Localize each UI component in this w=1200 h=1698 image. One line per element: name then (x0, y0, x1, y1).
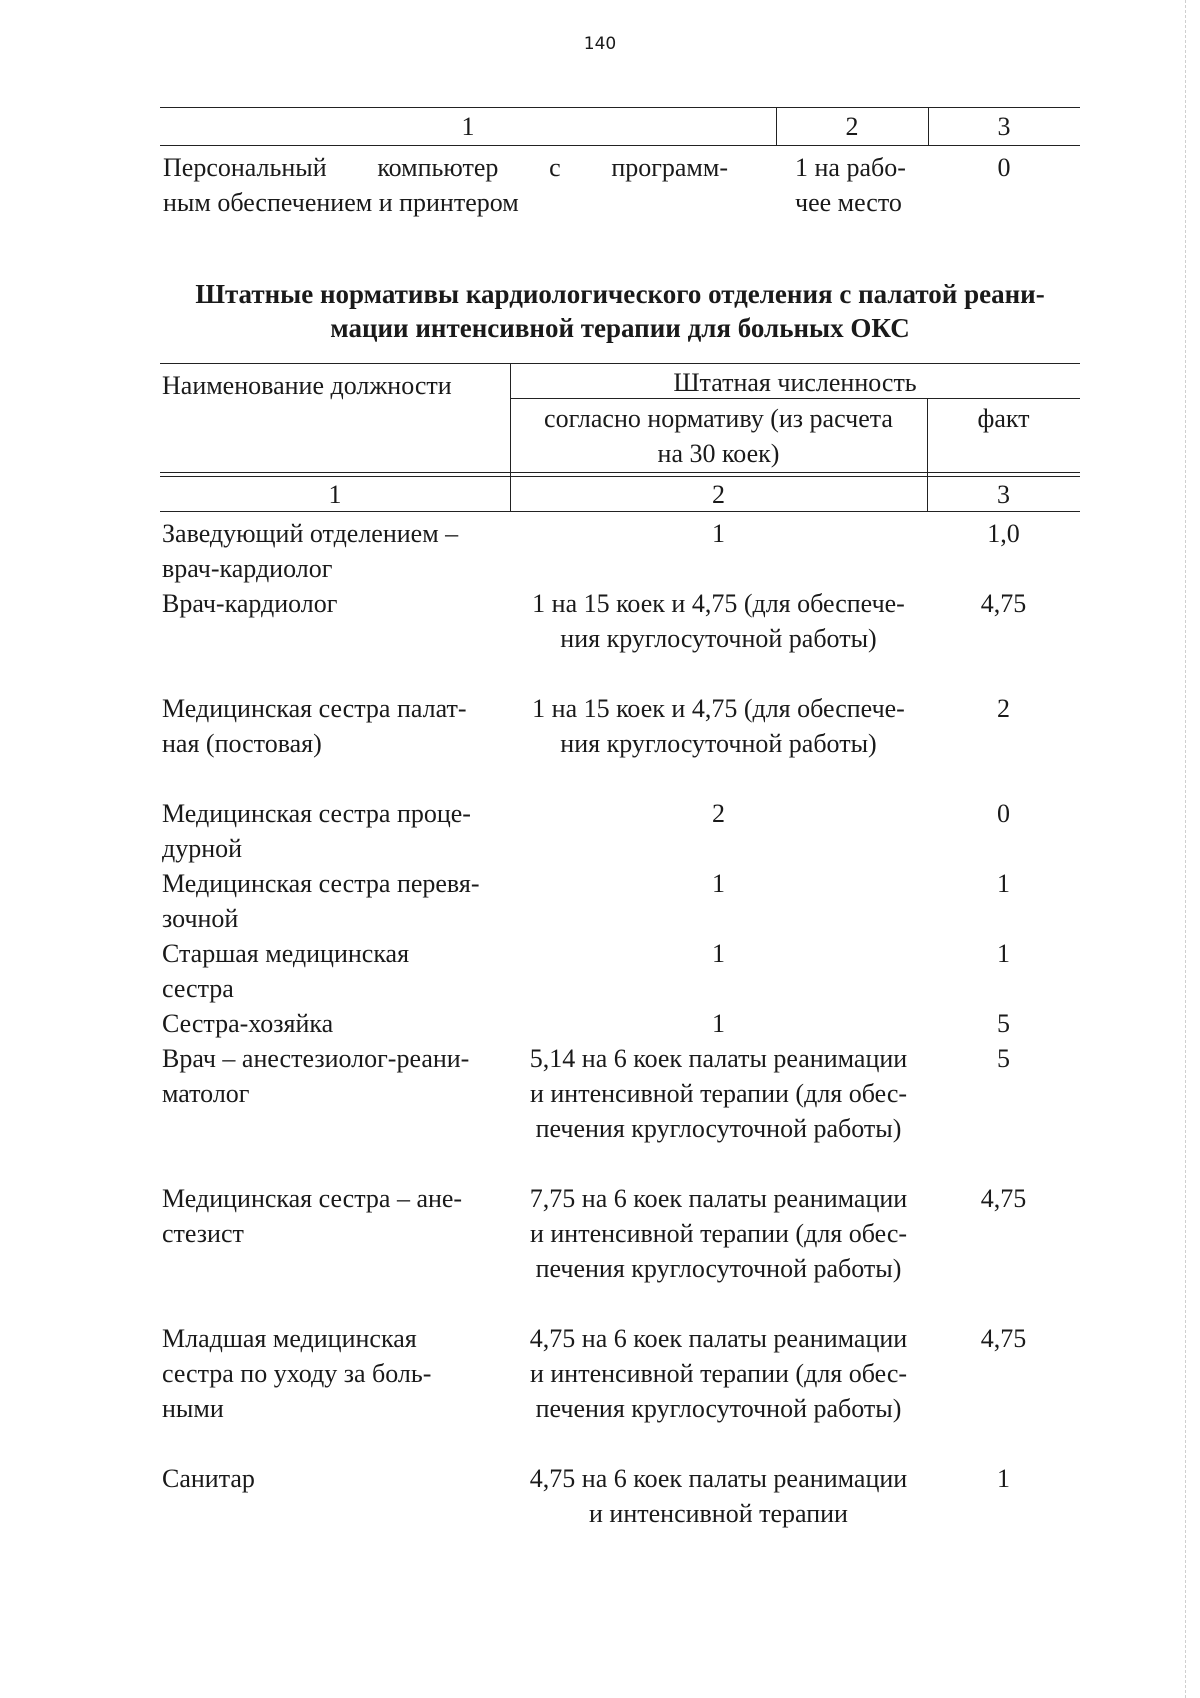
col-number-3: 3 (997, 480, 1010, 509)
position-name: ными (162, 1394, 224, 1423)
norm-value: печения круглосуточной работы) (535, 1394, 902, 1423)
fact-value: 1 (997, 869, 1010, 898)
pc-name-word: компьютер (377, 153, 499, 182)
section-heading-line2: мации интенсивной терапии для больных ОКС (330, 313, 910, 343)
top-header-col2: 2 (845, 112, 859, 141)
pc-name-word: с (549, 153, 561, 182)
top-table-rule-header (160, 145, 1080, 146)
pc-name-word: программ- (611, 153, 728, 182)
pc-name-line2: ным обеспечением и принтером (163, 188, 519, 217)
fact-value: 1,0 (987, 519, 1020, 548)
position-name: Врач – анестезиолог-реани- (162, 1044, 470, 1073)
norm-value: и интенсивной терапии (для обес- (529, 1359, 908, 1388)
norm-value: 1 (712, 869, 725, 898)
staff-rule-top (160, 363, 1080, 364)
fact-value: 1 (997, 939, 1010, 968)
position-name: Врач-кардиолог (162, 589, 338, 618)
col-header-fact: факт (977, 404, 1030, 433)
staff-rule-double-a (160, 472, 1080, 473)
norm-value: 1 (712, 519, 725, 548)
col-header-group: Штатная численность (673, 368, 917, 397)
pc-name-line1 (163, 150, 728, 185)
norm-value: и интенсивной терапии (для обес- (529, 1079, 908, 1108)
position-name: Младшая медицинская (162, 1324, 417, 1353)
fact-value: 4,75 (980, 1184, 1027, 1213)
top-header-col3: 3 (997, 112, 1011, 141)
fact-value: 5 (997, 1009, 1010, 1038)
position-name: сестра по уходу за боль- (162, 1359, 432, 1388)
norm-value: 2 (712, 799, 725, 828)
position-name: дурной (162, 834, 243, 863)
fact-value: 4,75 (980, 589, 1027, 618)
col-header-norm-line2: на 30 коек) (657, 439, 780, 468)
fact-value: 5 (997, 1044, 1010, 1073)
norm-value: 1 (712, 1009, 725, 1038)
top-header-col1: 1 (461, 112, 475, 141)
norm-value: печения круглосуточной работы) (535, 1114, 902, 1143)
position-name: зочной (162, 904, 239, 933)
position-name: ная (постовая) (162, 729, 322, 758)
fact-value: 1 (997, 1464, 1010, 1493)
norm-value: 1 на 15 коек и 4,75 (для обеспече- (532, 694, 905, 723)
position-name: врач-кардиолог (162, 554, 333, 583)
position-name: Медицинская сестра проце- (162, 799, 471, 828)
fact-value: 4,75 (980, 1324, 1027, 1353)
norm-value: и интенсивной терапии (для обес- (529, 1219, 908, 1248)
norm-value: печения круглосуточной работы) (535, 1254, 902, 1283)
position-name: Медицинская сестра палат- (162, 694, 467, 723)
position-name: Заведующий отделением – (162, 519, 459, 548)
position-name: Медицинская сестра – ане- (162, 1184, 463, 1213)
fact-value: 2 (997, 694, 1010, 723)
top-table-rule-top (160, 107, 1080, 108)
norm-value: 4,75 на 6 коек палаты реанимации (529, 1324, 908, 1353)
position-name: Медицинская сестра перевя- (162, 869, 480, 898)
norm-value: 1 на 15 коек и 4,75 (для обеспече- (532, 589, 905, 618)
section-heading-line1: Штатные нормативы кардиологического отделения с палатой реани- (195, 279, 1045, 309)
norm-value: ния круглосуточной работы) (560, 729, 877, 758)
pc-name-word: Персональный (163, 153, 327, 182)
pc-norm-line1: 1 на рабо- (795, 153, 906, 182)
norm-value: 4,75 на 6 коек палаты реанимации (529, 1464, 908, 1493)
norm-value: ния круглосуточной работы) (560, 624, 877, 653)
position-name: Сестра-хозяйка (162, 1009, 334, 1038)
position-name: Старшая медицинская (162, 939, 410, 968)
col-number-1: 1 (328, 480, 342, 509)
norm-value: 5,14 на 6 коек палаты реанимации (529, 1044, 908, 1073)
col-header-norm-line1: согласно нормативу (из расчета (544, 404, 893, 433)
position-name: Санитар (162, 1464, 255, 1493)
position-name: стезист (162, 1219, 244, 1248)
fact-value: 0 (997, 799, 1010, 828)
position-name: матолог (162, 1079, 250, 1108)
col-number-2: 2 (712, 480, 725, 509)
page-number: 140 (583, 34, 617, 54)
col-header-position: Наименование должности (162, 371, 452, 400)
scan-edge (1185, 0, 1186, 1698)
position-name: сестра (162, 974, 234, 1003)
norm-value: 7,75 на 6 коек палаты реанимации (529, 1184, 908, 1213)
pc-norm-line2: чее место (795, 188, 902, 217)
pc-fact: 0 (997, 153, 1011, 182)
norm-value: 1 (712, 939, 725, 968)
norm-value: и интенсивной терапии (589, 1499, 848, 1528)
